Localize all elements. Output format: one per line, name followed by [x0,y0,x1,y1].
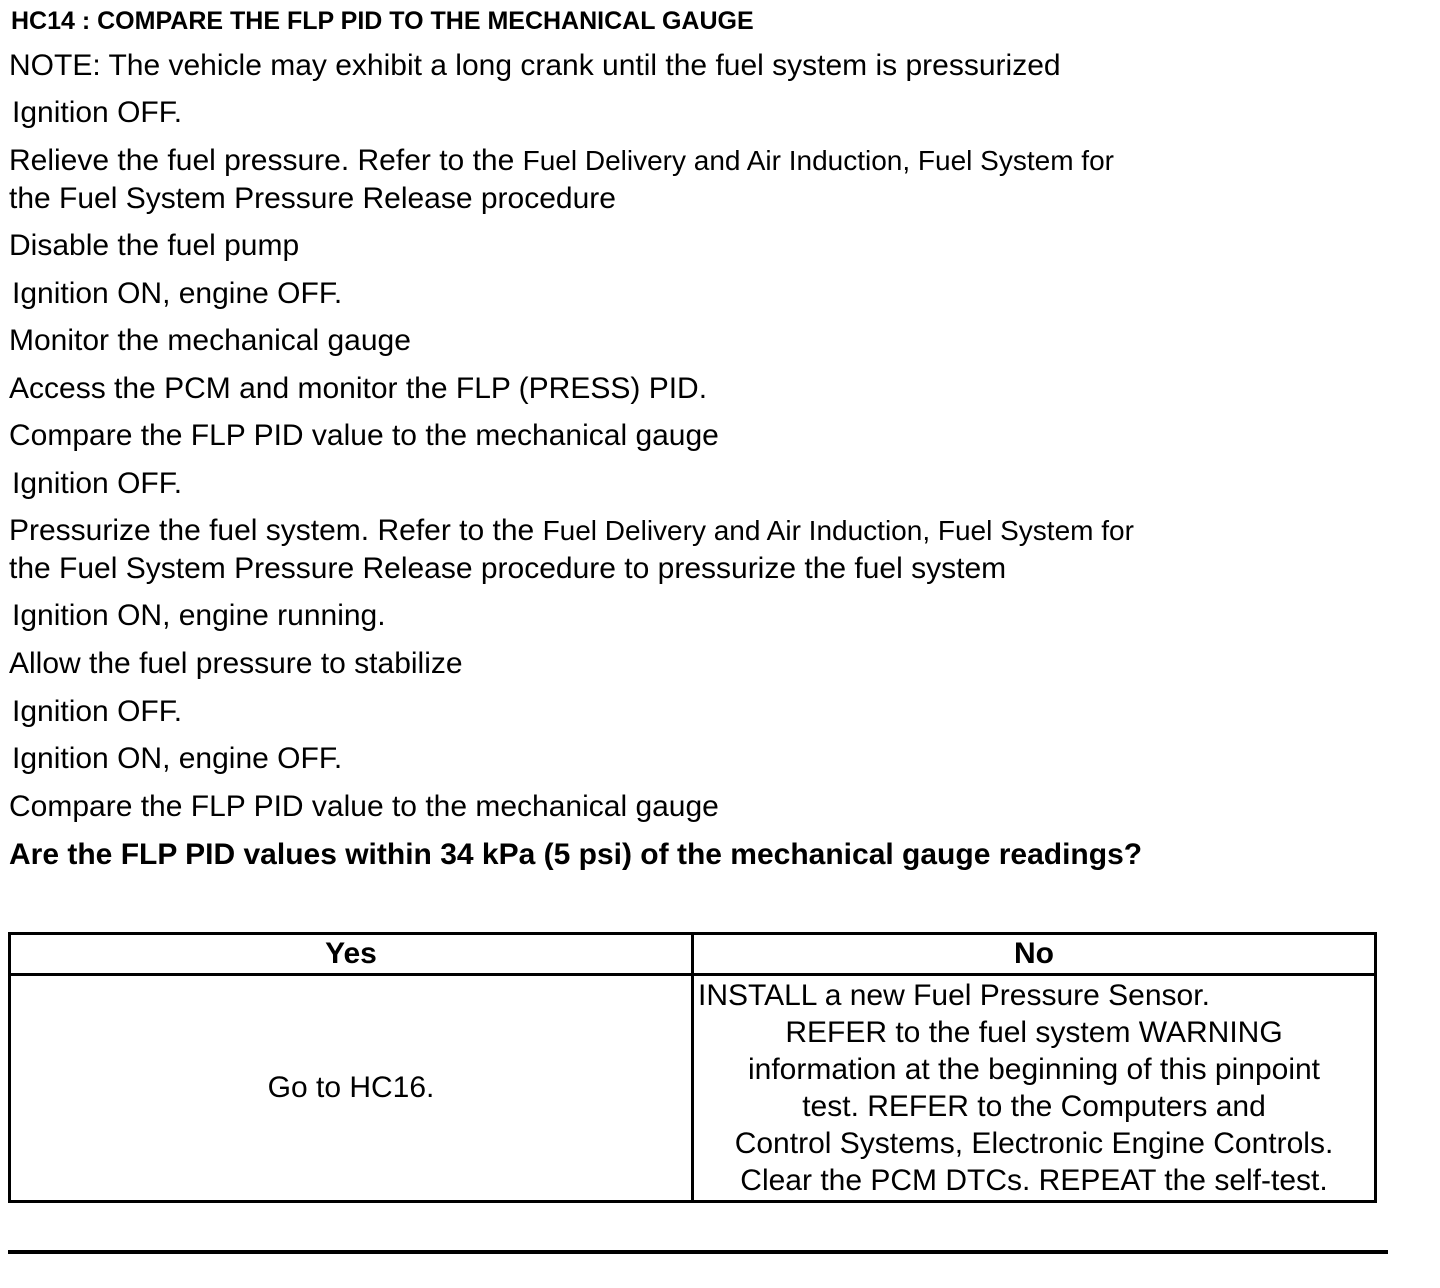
note-text: NOTE: The vehicle may exhibit a long crank until the fuel system is pressurized [9,49,1061,82]
step-heading: HC14 : COMPARE THE FLP PID TO THE MECHANICAL GAUGE [11,7,754,35]
yes-action: Go to HC16. [10,975,693,1202]
bottom-divider [8,1250,1388,1254]
test-question: Are the FLP PID values within 34 kPa (5 psi) of the mechanical gauge readings? [9,838,1143,871]
instruction-ignition-on-engine-running: Ignition ON, engine running. [12,599,386,632]
result-table [8,932,1377,1203]
pressurize-instruction [9,512,1134,588]
instruction-ignition-off: Ignition OFF. [12,467,183,500]
no-action-line: test. REFER to the Computers and [802,1090,1266,1123]
instruction-ignition-on-engine-off: Ignition ON, engine OFF. [12,277,343,310]
no-action-line: INSTALL a new Fuel Pressure Sensor. [698,979,1210,1012]
no-column-header: No [693,934,1376,975]
instruction-compare-pid: Compare the FLP PID value to the mechanical gauge [9,790,719,823]
instruction-access-pcm: Access the PCM and monitor the FLP (PRESS) PID. [9,372,708,405]
result-table-header-row [10,934,1376,975]
pressurize-lead: Pressurize the fuel system. Refer to the [9,514,543,547]
yes-column-header: Yes [10,934,693,975]
no-action-line: Clear the PCM DTCs. REPEAT the self-test. [740,1164,1328,1197]
no-action-line: information at the beginning of this pinpoint [747,1053,1321,1086]
no-action-line: REFER to the fuel system WARNING [785,1016,1283,1049]
instruction-disable-pump: Disable the fuel pump [9,229,300,262]
instruction-ignition-off: Ignition OFF. [12,96,183,129]
result-table-row [10,975,1376,1202]
instruction-ignition-on-engine-off: Ignition ON, engine OFF. [12,742,343,775]
relieve-lead: Relieve the fuel pressure. Refer to the [9,144,523,177]
instruction-compare-pid: Compare the FLP PID value to the mechanical gauge [9,419,719,452]
no-action [693,975,1376,1202]
relieve-reference: Fuel Delivery and Air Induction, Fuel System for [522,145,1114,176]
relieve-pressure-instruction [9,142,1114,218]
relieve-tail: the Fuel System Pressure Release procedure [9,182,616,215]
instruction-ignition-off: Ignition OFF. [12,695,183,728]
pressurize-tail: the Fuel System Pressure Release procedure to pressurize the fuel system [9,552,1007,585]
instruction-stabilize-pressure: Allow the fuel pressure to stabilize [9,647,463,680]
no-action-line: Control Systems, Electronic Engine Controls. [734,1127,1334,1160]
instruction-monitor-gauge: Monitor the mechanical gauge [9,324,411,357]
pressurize-reference: Fuel Delivery and Air Induction, Fuel System for [542,515,1134,546]
